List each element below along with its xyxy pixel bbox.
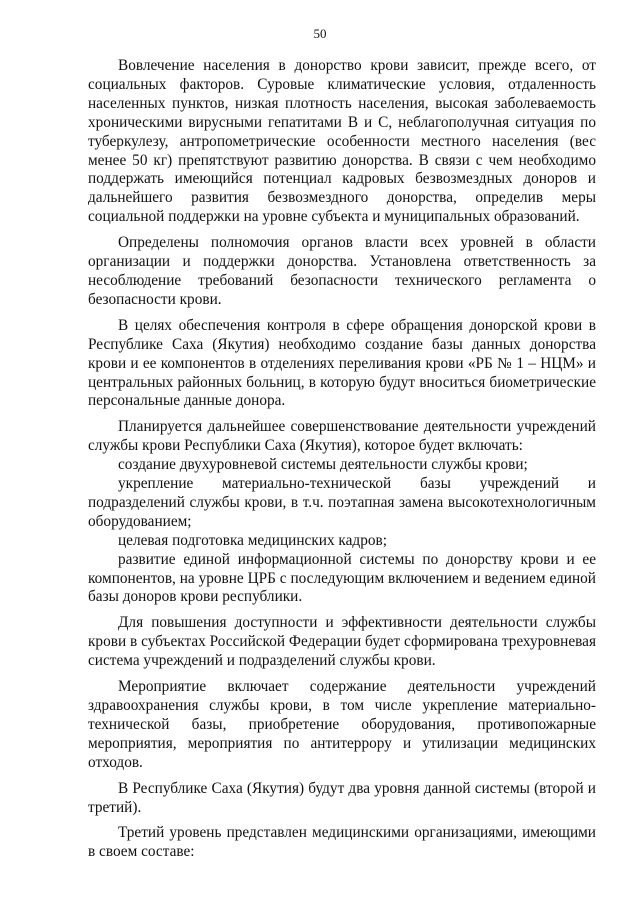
paragraph-improvement-plan: Планируется дальнейшее совершенствование деятельности учреждений службы крови Республики Саха (Якутия), которое будет включать: <box>88 418 596 455</box>
paragraph-authority: Определены полномочия органов власти всех уровней в области организации и поддержки донорства. Установлена ответственность за несоблюдение требований безопасности технического регламента о безопасности крови. <box>88 234 596 308</box>
list-item-information-system: развитие единой информационной системы по донорству крови и ее компонентов, на уровне ЦРБ с последующим включением и ведением единой базы доноров крови республики. <box>88 550 596 606</box>
paragraph-database: В целях обеспечения контроля в сфере обращения донорской крови в Республике Саха (Якутия) необходимо создание базы данных донорства крови и ее компонентов в отделениях переливания крови «РБ № 1 – НЦМ» и центральных районных больниц, в которую будут вноситься биометрические персональные данные донора. <box>88 316 596 410</box>
list-item-material-base: укрепление материально-технической базы учреждений и подразделений службы крови, в т.ч. поэтапная замена высокотехнологичным оборудованием; <box>88 475 596 530</box>
page-number: 50 <box>313 26 327 41</box>
list-item-staff-training: целевая подготовка медицинских кадров; <box>118 531 387 549</box>
paragraph-three-level-system: Для повышения доступности и эффективности деятельности службы крови в субъектах Российской Федерации будет сформирована трехуровневая система учреждений и подразделений службы крови. <box>88 614 596 670</box>
paragraph-activity: Мероприятие включает содержание деятельности учреждений здравоохранения службы крови, в том числе укрепление материально-технической базы, приобретение оборудования, противопожарные мероприятия, мероприятия по антитеррору и утилизации медицинских отходов. <box>88 678 596 771</box>
paragraph-social-factors: Вовлечение населения в донорство крови зависит, прежде всего, от социальных факторов. Суровые климатические условия, отдаленность населенных пунктов, низкая плотность населения, высокая заболеваемость хроническими вирусными гепатитами В и С, неблагополучная ситуация по туберкулезу, антропометрические особенности местного населения (вес менее 50 кг) препятствуют развитию донорства. В связи с чем необходимо поддержать имеющийся потенциал кадровых безвозмездных доноров и дальнейшего развития безвозмездного донорства, определив меры социальной поддержки на уровне субъекта и муниципальных образований. <box>88 57 596 226</box>
paragraph-third-level: Третий уровень представлен медицинскими организациями, имеющими в своем составе: <box>88 824 596 861</box>
paragraph-yakutia-levels: В Республике Саха (Якутия) будут два уровня данной системы (второй и третий). <box>88 779 596 816</box>
body-text <box>88 57 596 862</box>
list-item-two-level-system: создание двухуровневой системы деятельности службы крови; <box>118 456 528 474</box>
